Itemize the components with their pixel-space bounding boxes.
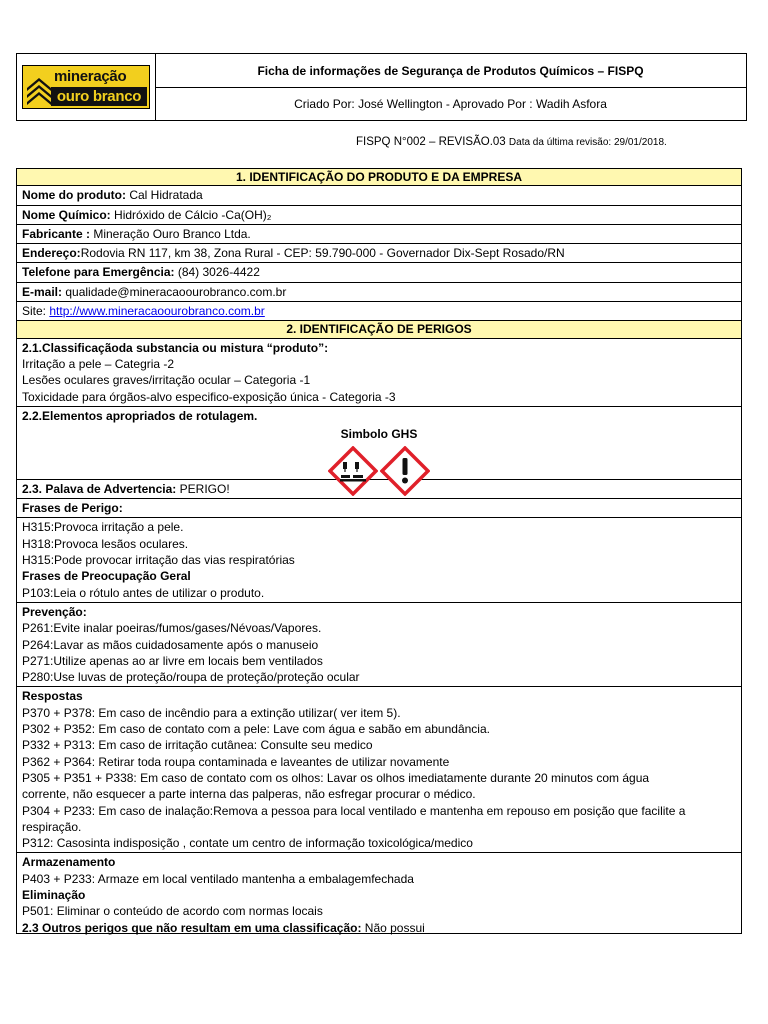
response-item: P332 + P313: Em caso de irritação cutânea: Consulte seu medico	[22, 738, 373, 753]
storage-title: Armazenamento	[22, 855, 116, 870]
response-item: respiração.	[22, 819, 82, 834]
disposal-item: P501: Eliminar o conteúdo de acordo com normas locais	[22, 904, 323, 919]
disposal-title: Eliminação	[22, 887, 86, 902]
ghs-title: Simbolo GHS	[340, 427, 418, 442]
product-name-row	[17, 186, 741, 205]
logo-emblem-icon	[25, 70, 53, 106]
revision-line	[356, 136, 667, 148]
response-item: P312: Casosinta indisposição , contate um centro de informação toxicológica/medico	[22, 836, 473, 851]
product-name-value: Cal Hidratada	[125, 188, 203, 203]
email-label: E-mail:	[22, 284, 63, 299]
fispq-table	[16, 168, 742, 934]
labeling-title: 2.2.Elementos apropriados de rotulagem.	[22, 408, 258, 423]
signal-word-row	[17, 480, 741, 499]
hazard-statements-title: Frases de Perigo:	[17, 499, 741, 518]
emergency-phone-row	[17, 263, 741, 282]
section-1-header: 1. IDENTIFICAÇÃO DO PRODUTO E DA EMPRESA	[17, 169, 741, 186]
exclamation-pictogram-icon	[380, 446, 430, 496]
phone-label: Telefone para Emergência:	[22, 265, 175, 280]
corrosion-pictogram-icon	[328, 446, 378, 496]
hazard-statement: H318:Provoca lesãos oculares.	[22, 536, 189, 551]
address-label: Endereço:	[22, 246, 81, 261]
storage-disposal-row	[17, 853, 741, 933]
email-value: qualidade@mineracaoourobranco.com.br	[62, 284, 287, 299]
site-row	[17, 302, 741, 321]
chemical-name-label: Nome Químico:	[22, 207, 111, 222]
response-item: P362 + P364: Retirar toda roupa contaminada e laveantes de utilizar novamente	[22, 754, 450, 769]
response-title: Respostas	[22, 689, 83, 704]
revision-date: Data da última revisão: 29/01/2018.	[508, 137, 667, 148]
logo-text-bottom: ouro branco	[51, 87, 147, 106]
address-value: Rodovia RN 117, km 38, Zona Rural - CEP: 59.790-000 - Governador Dix-Sept Rosado/RN	[80, 246, 565, 261]
hazard-statement: H315:Pode provocar irritação das vias respiratórias	[22, 553, 295, 568]
prevention-item: P271:Utilize apenas ao ar livre em locais bem ventilados	[22, 653, 323, 668]
classification-item: Toxicidade para órgãos-alvo especifico-exposição única - Categoria -3	[22, 389, 396, 404]
manufacturer-row	[17, 225, 741, 244]
address-row	[17, 244, 741, 263]
other-hazards-label: 2.3 Outros perigos que não resultam em uma classificação:	[22, 920, 362, 935]
general-precaution-item: P103:Leia o rótulo antes de utilizar o produto.	[22, 585, 265, 600]
company-logo	[22, 65, 150, 109]
phone-value: (84) 3026-4422	[174, 265, 260, 280]
hazard-statement: H315:Provoca irritação a pele.	[22, 520, 184, 535]
response-item: corrente, não esquecer a parte interna das palperas, não esfregar procurar o médico.	[22, 787, 476, 802]
response-row	[17, 687, 741, 853]
classification-title: 2.1.Classificaçãoda substancia ou mistura “produto”:	[22, 340, 329, 355]
prevention-item: P264:Lavar as mãos cuidadosamente após o manuseio	[22, 637, 319, 652]
classification-row	[17, 339, 741, 407]
other-hazards	[22, 920, 736, 936]
classification-item: Lesões oculares graves/irritação ocular – Categoria -1	[22, 373, 311, 388]
signal-word-value: PERIGO!	[176, 481, 230, 496]
labeling-row	[17, 407, 741, 480]
chemical-name-row	[17, 206, 741, 225]
prevention-row	[17, 603, 741, 687]
classification-item: Irritação a pele – Categria -2	[22, 356, 175, 371]
site-label: Site:	[22, 304, 50, 319]
document-author: Criado Por: José Wellington - Aprovado Por : Wadih Asfora	[294, 96, 607, 111]
response-item: P304 + P233: Em caso de inalação:Remova a pessoa para local ventilado e mantenha em repouso em posição que facilite a	[22, 803, 686, 818]
manufacturer-label: Fabricante :	[22, 226, 91, 241]
response-item: P302 + P352: Em caso de contato com a pele: Lave com água e sabão em abundância.	[22, 722, 490, 737]
logo-cell	[17, 54, 156, 120]
prevention-title: Prevenção:	[22, 604, 87, 619]
email-row	[17, 283, 741, 302]
section-2-header: 2. IDENTIFICAÇÃO DE PERIGOS	[17, 321, 741, 338]
document-header	[16, 53, 747, 121]
revision-code: FISPQ N°002 – REVISÃO.03	[356, 136, 506, 148]
general-precaution-title: Frases de Preocupação Geral	[22, 569, 191, 584]
chemical-name-value: Hidróxido de Cálcio -Ca(OH)₂	[110, 207, 272, 222]
response-item: P305 + P351 + P338: Em caso de contato com os olhos: Lavar os olhos imediatamente durante 20 minutos com água	[22, 770, 650, 785]
prevention-item: P280:Use luvas de proteção/roupa de proteção/proteção ocular	[22, 670, 360, 685]
prevention-item: P261:Evite inalar poeiras/fumos/gases/Névoas/Vapores.	[22, 621, 322, 636]
manufacturer-value: Mineração Ouro Branco Ltda.	[90, 226, 251, 241]
storage-item: P403 + P233: Armaze em local ventilado mantenha a embalagemfechada	[22, 871, 414, 886]
product-name-label: Nome do produto:	[22, 188, 126, 203]
response-item: P370 + P378: Em caso de incêndio para a extinção utilizar( ver item 5).	[22, 705, 401, 720]
other-hazards-value: Não possui	[361, 920, 425, 935]
document-title: Ficha de informações de Segurança de Produtos Químicos – FISPQ	[155, 54, 746, 88]
hazard-statements-row	[17, 518, 741, 602]
signal-word-label: 2.3. Palava de Advertencia:	[22, 481, 177, 496]
site-link[interactable]: http://www.mineracaoourobranco.com.br	[49, 304, 265, 319]
logo-text-top: mineração	[54, 68, 127, 85]
